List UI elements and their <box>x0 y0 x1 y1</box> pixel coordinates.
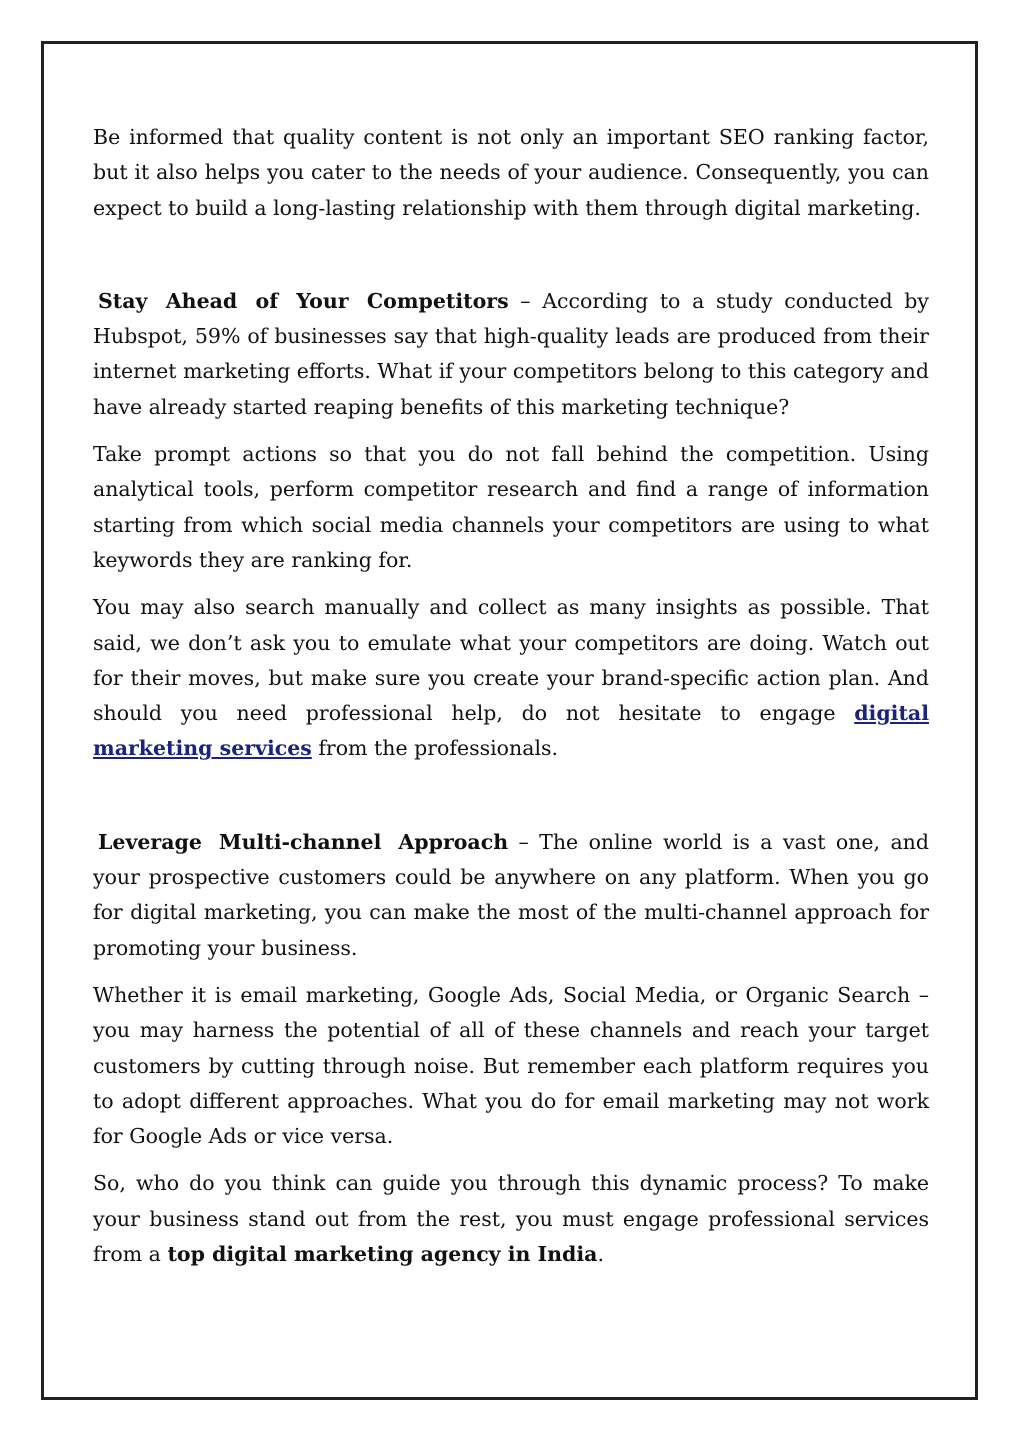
paragraph-text: So, who do you think can guide you through this dynamic process? To make your business stand out from the rest, you must engage professional services from a <box>93 1171 929 1267</box>
agency-emphasis: top digital marketing agency in India <box>167 1242 598 1267</box>
paragraph-search-manually <box>93 590 929 766</box>
paragraph-quality-content <box>93 120 929 226</box>
section-heading-multi-channel: Leverage Multi-channel Approach <box>98 829 509 854</box>
paragraph-text-tail: . <box>597 1242 604 1267</box>
paragraph-guide <box>93 1166 929 1272</box>
paragraph-text: Whether it is email marketing, Google Ads, Social Media, or Organic Search – you may harness the potential of all of these channels and reach your target customers by cutting through noise. But remember each platform requires you to adopt different approaches. What you do for email marketing may not work for Google Ads or vice versa. <box>93 982 929 1149</box>
paragraph-prompt-actions <box>93 437 929 578</box>
paragraph-text: – The online world is a vast one, and your prospective customers could be anywhere on any platform. When you go for digital marketing, you can make the most of the multi-channel approach for promoting your business. <box>93 829 929 960</box>
paragraph-multi-channel <box>93 825 929 966</box>
paragraph-text: – According to a study conducted by Hubspot, 59% of businesses say that high-quality leads are produced from their internet marketing efforts. What if your competitors belong to this category and have already started reaping benefits of this marketing technique? <box>93 288 929 419</box>
paragraph-text: Take prompt actions so that you do not fall behind the competition. Using analytical tools, perform competitor research and find a range of information starting from which social media channels your competitors are using to what keywords they are ranking for. <box>93 442 929 572</box>
paragraph-stay-ahead <box>93 284 929 425</box>
paragraph-text: You may also search manually and collect as many insights as possible. That said, we don’t ask you to emulate what your competitors are doing. Watch out for their moves, but make sure you create your brand-specific action plan. And should you need professional help, do not hesitate to engage <box>93 595 929 726</box>
digital-marketing-services-link[interactable]: digital marketing services <box>93 701 929 761</box>
paragraph-text: Be informed that quality content is not only an important SEO ranking factor, but it also helps you cater to the needs of your audience. Consequently, you can expect to build a long-lasting relationship with them through digital marketing. <box>93 125 929 220</box>
document-body <box>93 120 929 1272</box>
section-heading-stay-ahead: Stay Ahead of Your Competitors <box>98 288 509 313</box>
paragraph-channels <box>93 978 929 1154</box>
paragraph-text-tail: from the professionals. <box>311 736 559 761</box>
